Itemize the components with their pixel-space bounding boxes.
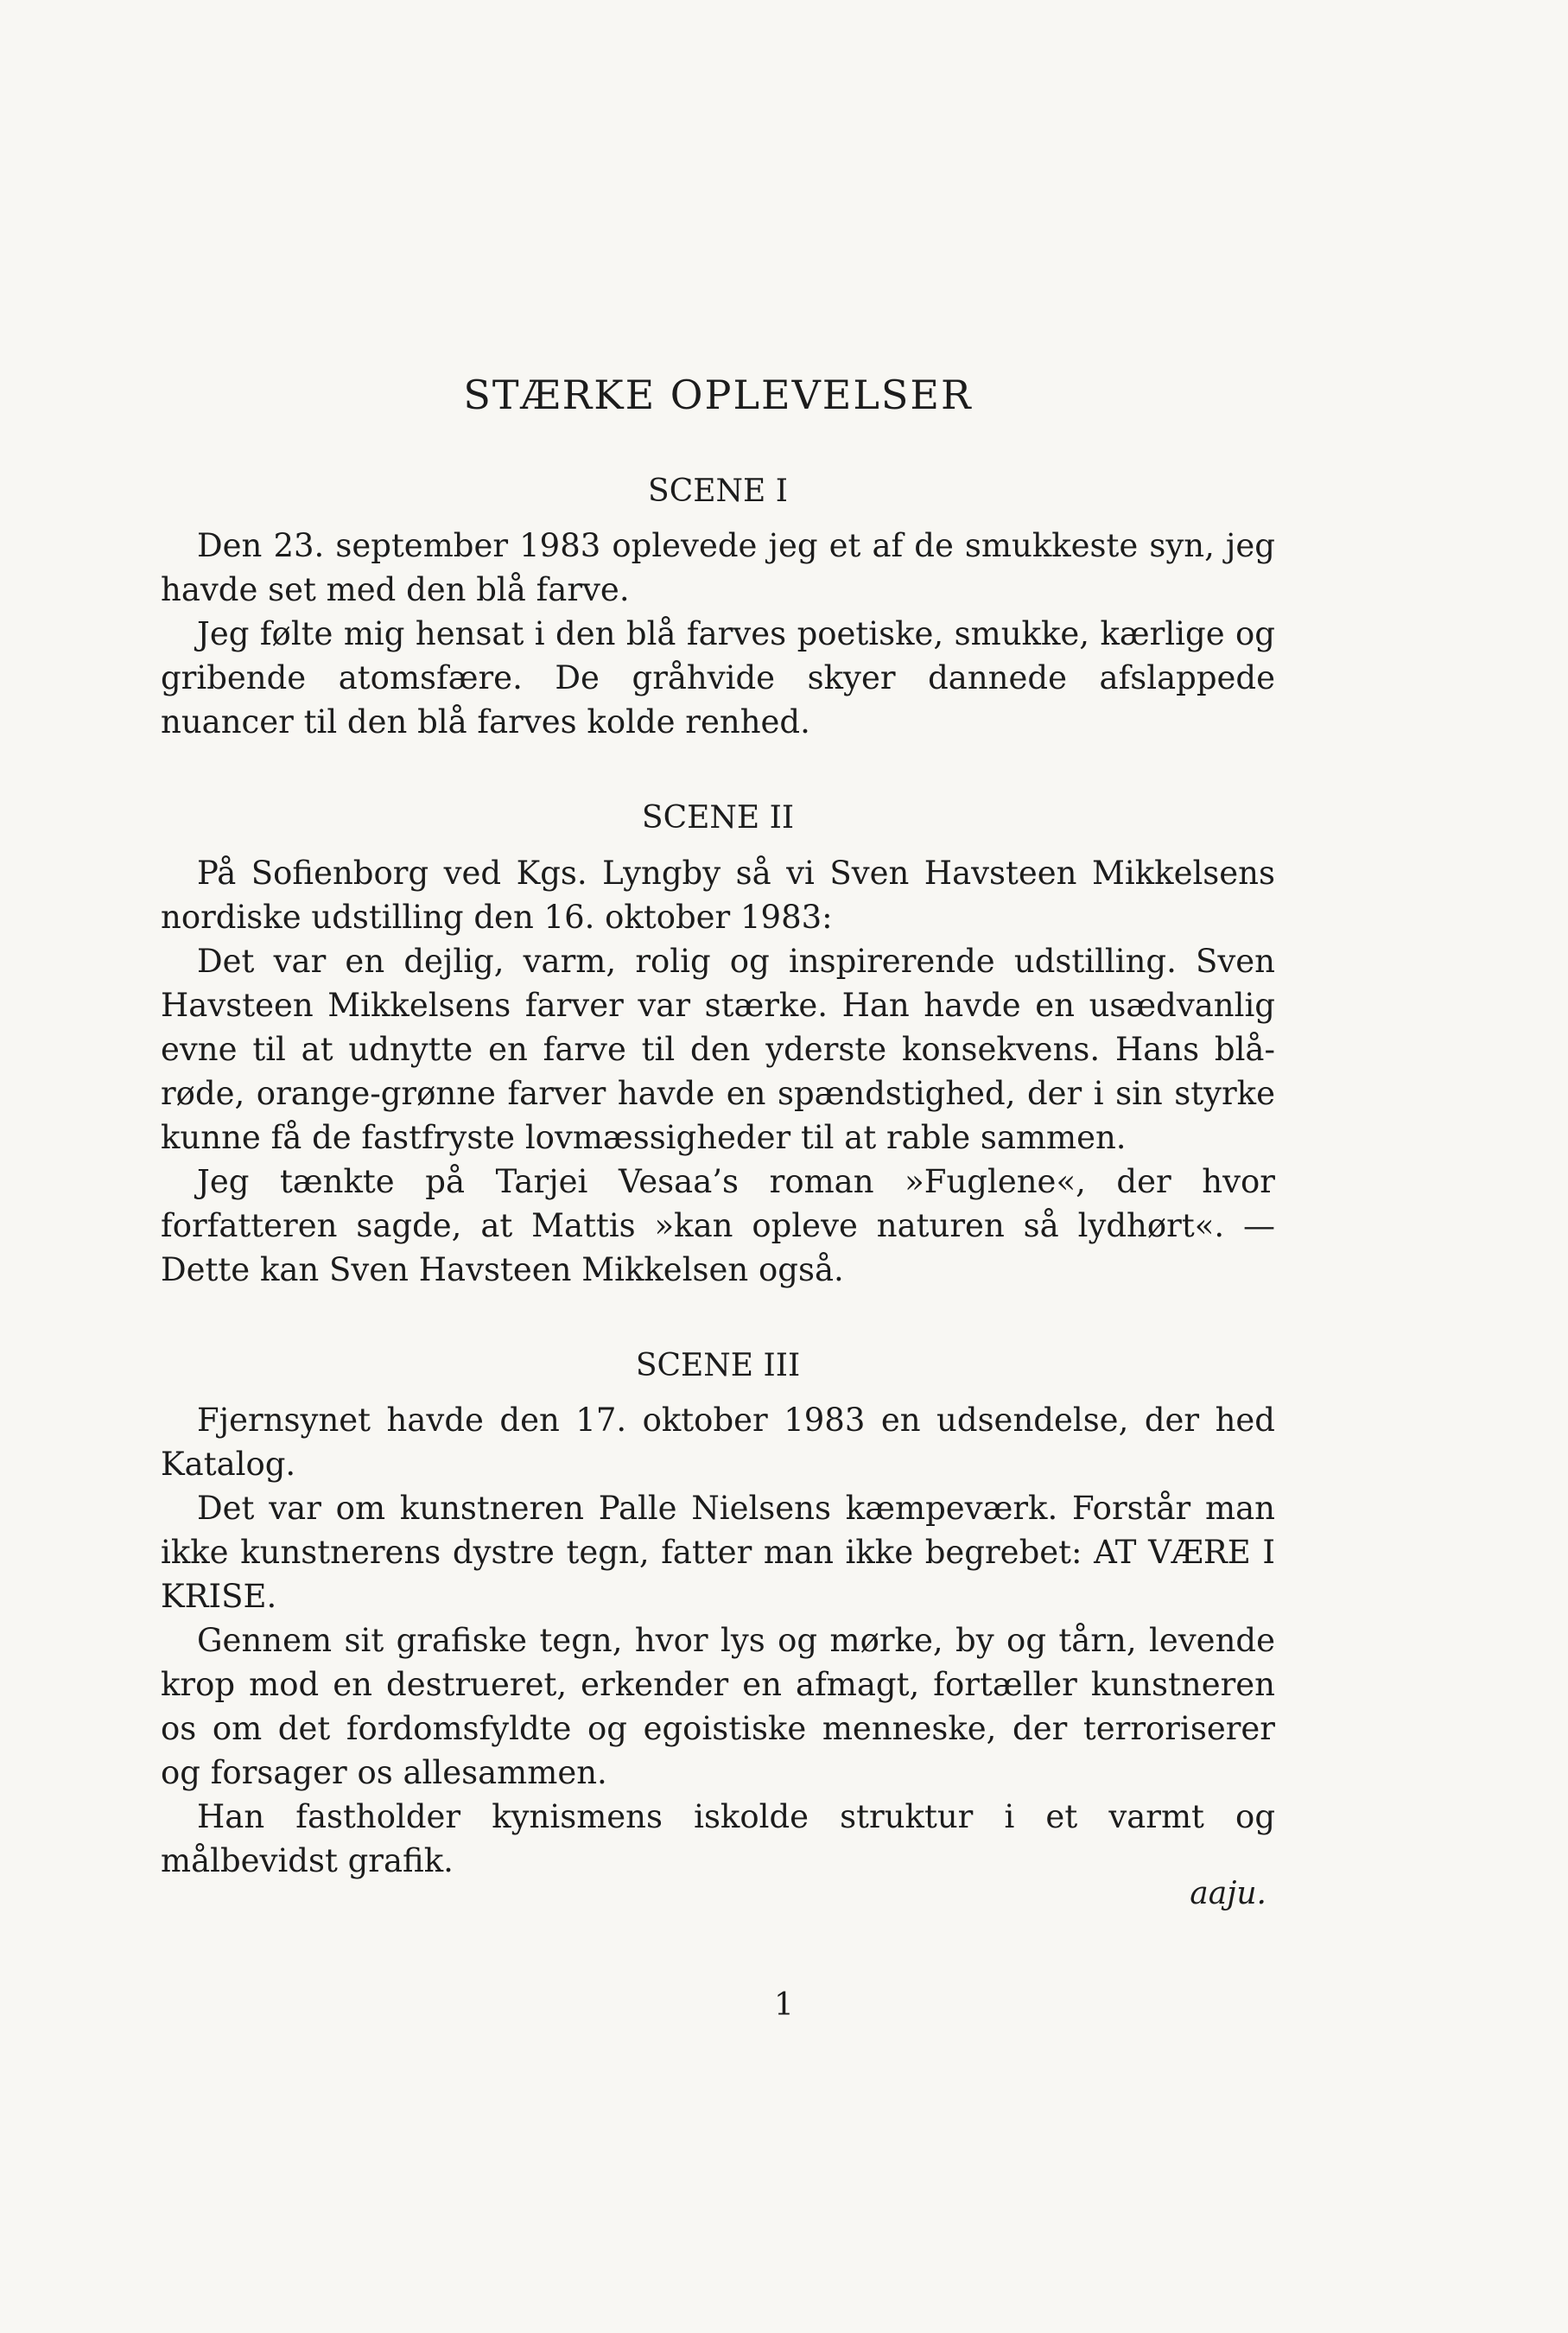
paragraph: På Sofienborg ved Kgs. Lyngby så vi Sven Havsteen Mikkelsens nordiske udstilling den 16. oktober 1983:: [161, 854, 1275, 936]
paragraph: Gennem sit grafiske tegn, hvor lys og mørke, by og tårn, levende krop mod en destrueret, erkender en afmagt, fortæller kunstneren os om det fordomsfyldte og egoistiske menneske, der terroriserer og forsager os allesammen.: [161, 1621, 1275, 1791]
paragraph: Han fastholder kynismens iskolde struktur i et varmt og målbevidst grafik.: [161, 1797, 1275, 1879]
page-title: STÆRKE OPLEVELSER: [463, 372, 973, 418]
paragraph: Den 23. september 1983 oplevede jeg et af de smukkeste syn, jeg havde set med den blå farve.: [161, 527, 1275, 609]
scene-heading: SCENE I: [648, 474, 788, 510]
scene-heading: SCENE II: [641, 800, 795, 836]
paragraph: Det var om kunstneren Palle Nielsens kæmpeværk. Forstår man ikke kunstnerens dystre tegn, fatter man ikke begrebet: AT VÆRE I KRISE.: [161, 1489, 1275, 1615]
paragraph: Fjernsynet havde den 17. oktober 1983 en udsendelse, der hed Katalog.: [161, 1401, 1275, 1483]
page-number: 1: [774, 1987, 794, 2023]
author-signature: aaju.: [1190, 1875, 1266, 1911]
scene-ii-section: [161, 799, 1275, 1291]
page-content: [161, 372, 1275, 1967]
scene-heading: SCENE III: [635, 1347, 801, 1383]
paragraph: Jeg følte mig hensat i den blå farves poetiske, smukke, kærlige og gribende atomsfære. De gråhvide skyer dannede afslappede nuancer til den blå farves kolde renhed.: [161, 615, 1275, 741]
paragraph: Det var en dejlig, varm, rolig og inspirerende udstilling. Sven Havsteen Mikkelsens farver var stærke. Han havde en usædvanlig evne til at udnytte en farve til den yderste konsekvens. Hans blå-røde, orange-grønne farver havde en spændstighed, der i sin styrke kunne få de fastfryste lovmæssigheder til at rable sammen.: [161, 942, 1275, 1156]
scene-iii-section: [161, 1347, 1275, 1911]
paragraph: Jeg tænkte på Tarjei Vesaa’s roman »Fuglene«, der hvor forfatteren sagde, at Mattis »kan opleve naturen så lydhørt«. — Dette kan Sven Havsteen Mikkelsen også.: [161, 1162, 1275, 1288]
scene-i-section: [161, 473, 1275, 744]
